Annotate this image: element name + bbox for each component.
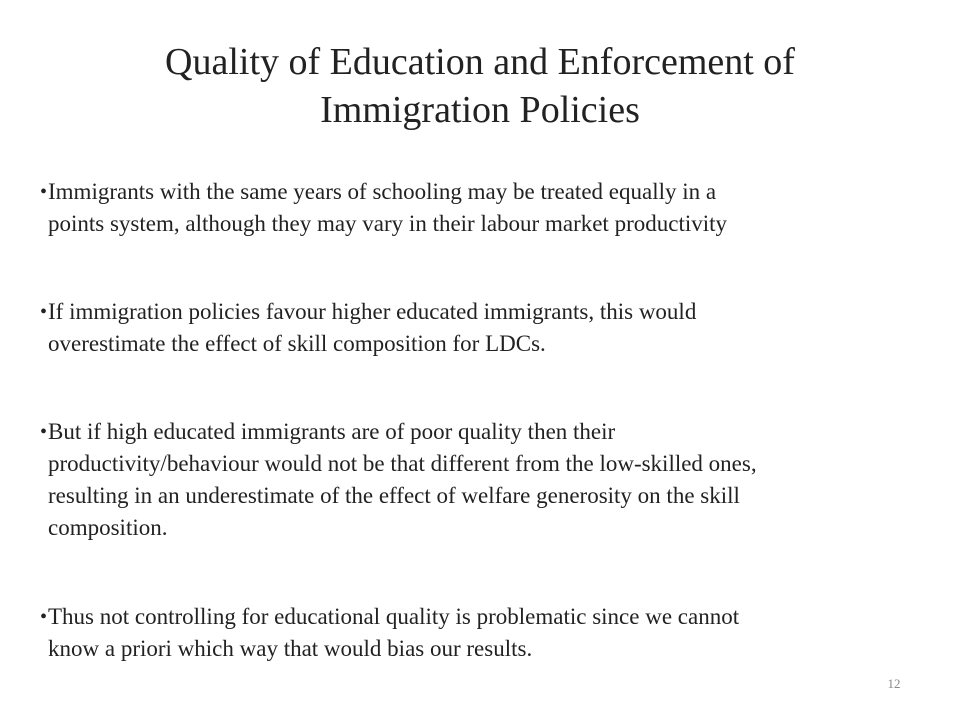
- bullet-point-icon: •: [40, 301, 48, 323]
- bullet-text-line: know a priori which way that would bias our results.: [48, 636, 533, 661]
- slide-title-line: Immigration Policies: [320, 89, 640, 131]
- bullet-text: [48, 601, 908, 665]
- bullet-text-line: resulting in an underestimate of the effect of welfare generosity on the skill: [48, 483, 740, 508]
- page-number: 12: [887, 676, 901, 691]
- bullet-text-line: productivity/behaviour would not be that different from the low-skilled ones,: [48, 451, 757, 476]
- bullet-text-line: overestimate the effect of skill composition for LDCs.: [48, 331, 546, 356]
- bullet-text-line: points system, although they may vary in their labour market productivity: [48, 211, 728, 236]
- bullet-text: [48, 296, 908, 360]
- bullet-text-line: Immigrants with the same years of schooling may be treated equally in a: [48, 179, 717, 204]
- bullet-text-line: composition.: [48, 515, 168, 540]
- bullet-text: [48, 176, 908, 240]
- bullet-text-line: But if high educated immigrants are of poor quality then their: [48, 419, 616, 444]
- bullet-text: [48, 416, 908, 544]
- bullet-text-line: If immigration policies favour higher educated immigrants, this would: [48, 299, 697, 324]
- bullet-point-icon: •: [40, 421, 48, 443]
- bullet-text-line: Thus not controlling for educational quality is problematic since we cannot: [48, 604, 740, 629]
- bullet-point-icon: •: [40, 181, 48, 203]
- bullet-point-icon: •: [40, 606, 48, 628]
- slide-title-line: Quality of Education and Enforcement of: [165, 41, 795, 83]
